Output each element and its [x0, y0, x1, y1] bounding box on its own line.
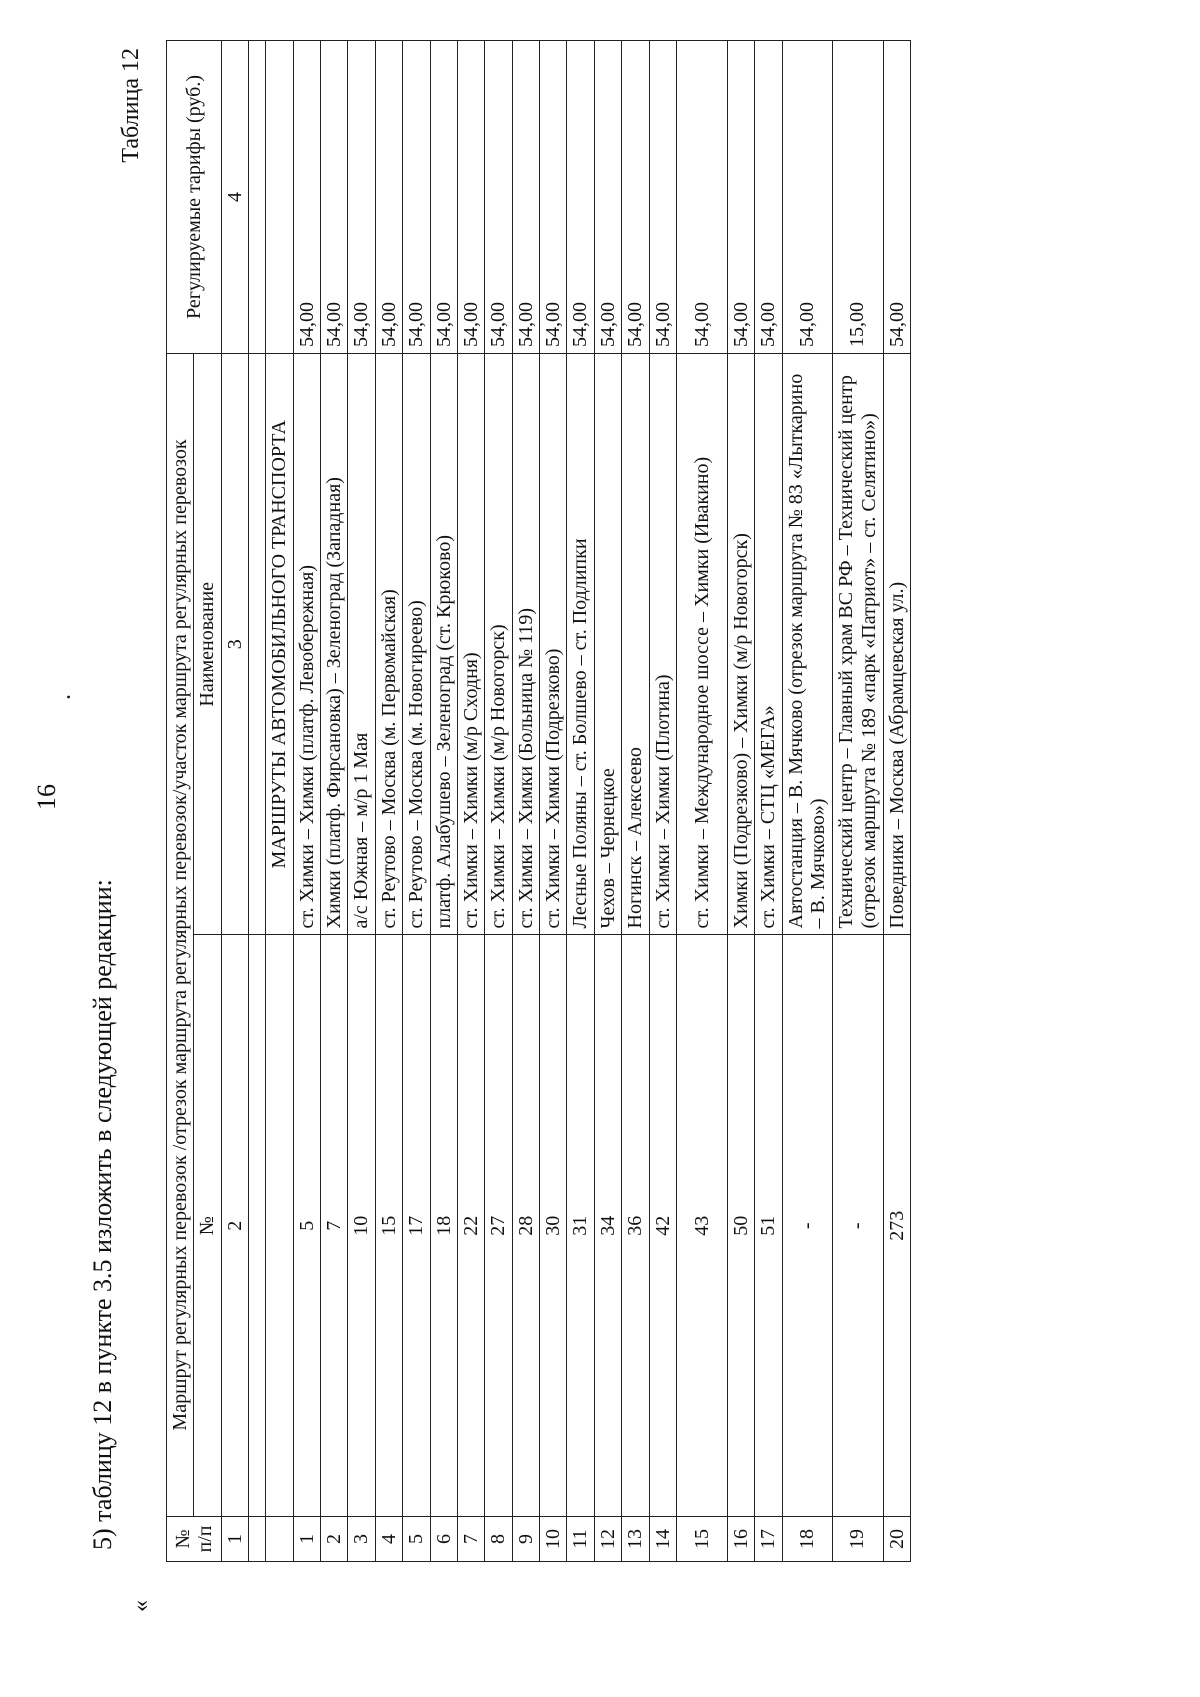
tariff-table	[166, 40, 911, 1562]
route-number: 31	[567, 935, 594, 1517]
tariff-value: 54,00	[403, 41, 430, 354]
row-index: 17	[755, 1517, 782, 1562]
route-name: Химки (Подрезково) – Химки (м/р Новогорск)	[728, 354, 755, 936]
route-number: 17	[403, 935, 430, 1517]
table-row	[540, 41, 567, 1562]
route-number: 7	[320, 935, 347, 1517]
route-name: Химки (платф. Фирсановка) – Зеленоград (Западная)	[320, 354, 347, 936]
row-index: 20	[883, 1517, 910, 1562]
table-row	[728, 41, 755, 1562]
row-index: 1	[293, 1517, 320, 1562]
route-name: ст. Химки – Химки (Больница № 119)	[512, 354, 539, 936]
header-index-4: 4	[221, 41, 248, 354]
route-number: 42	[649, 935, 676, 1517]
header-route-number: №	[194, 935, 221, 1517]
table-row	[320, 41, 347, 1562]
row-index: 19	[832, 1517, 883, 1562]
route-number: 10	[348, 935, 375, 1517]
stray-mark: .	[50, 694, 76, 700]
route-name: ст. Химки – Химки (платф. Левобережная)	[293, 354, 320, 936]
intro-text: 5) таблицу 12 в пункте 3.5 изложить в следующей редакции:	[88, 879, 117, 1550]
route-number: 5	[293, 935, 320, 1517]
table-row	[622, 41, 649, 1562]
table-row	[430, 41, 457, 1562]
rotated-page	[32, 40, 1080, 1612]
route-name: Поведники – Москва (Абрамцевская ул.)	[883, 354, 910, 936]
table-row	[512, 41, 539, 1562]
header-row-number: № п/п	[167, 1517, 222, 1562]
route-number: 273	[883, 935, 910, 1517]
table-row	[375, 41, 402, 1562]
blank-row	[249, 41, 266, 1562]
table-row	[293, 41, 320, 1562]
tariff-value: 54,00	[430, 41, 457, 354]
row-index: 5	[403, 1517, 430, 1562]
tariff-value: 54,00	[728, 41, 755, 354]
tariff-value: 15,00	[832, 41, 883, 354]
route-name: Ногинск – Алексеево	[622, 354, 649, 936]
route-number: 43	[677, 935, 728, 1517]
route-name: ст. Химки – СТЦ «МЕГА»	[755, 354, 782, 936]
tariff-value: 54,00	[485, 41, 512, 354]
tariff-value: 54,00	[755, 41, 782, 354]
tariff-value: 54,00	[540, 41, 567, 354]
table-caption: Таблица 12	[118, 48, 144, 163]
table-row	[832, 41, 883, 1562]
table-row	[403, 41, 430, 1562]
route-name: Автостанция – В. Мячково (отрезок маршрута № 83 «Лыткарино – В. Мячково»)	[782, 354, 832, 936]
tariff-value: 54,00	[348, 41, 375, 354]
table-row	[594, 41, 621, 1562]
header-index-2: 2	[221, 935, 248, 1517]
row-index: 7	[457, 1517, 484, 1562]
tariff-value: 54,00	[622, 41, 649, 354]
route-name: Технический центр – Главный храм ВС РФ – Технический центр (отрезок маршрута № 189 «парк «Патриот» – ст. Селятино»)	[832, 354, 883, 936]
row-index: 8	[485, 1517, 512, 1562]
tariff-value: 54,00	[320, 41, 347, 354]
header-index-1: 1	[221, 1517, 248, 1562]
table-row	[782, 41, 832, 1562]
table-row	[348, 41, 375, 1562]
route-number: 15	[375, 935, 402, 1517]
route-name: платф. Алабушево – Зеленоград (ст. Крюково)	[430, 354, 457, 936]
section-row	[266, 41, 293, 1562]
route-name: ст. Химки – Химки (Подрезково)	[540, 354, 567, 936]
header-index-3: 3	[221, 354, 248, 936]
route-number: -	[782, 935, 832, 1517]
table-row	[677, 41, 728, 1562]
tariff-value: 54,00	[677, 41, 728, 354]
route-number: 34	[594, 935, 621, 1517]
route-number: 18	[430, 935, 457, 1517]
row-index: 4	[375, 1517, 402, 1562]
route-name: ст. Реутово – Москва (м. Первомайская)	[375, 354, 402, 936]
table-row	[883, 41, 910, 1562]
route-number: 28	[512, 935, 539, 1517]
row-index: 2	[320, 1517, 347, 1562]
route-number: 22	[457, 935, 484, 1517]
row-index: 9	[512, 1517, 539, 1562]
route-number: 27	[485, 935, 512, 1517]
tariff-value: 54,00	[375, 41, 402, 354]
row-index: 12	[594, 1517, 621, 1562]
tariff-value: 54,00	[594, 41, 621, 354]
table-row	[567, 41, 594, 1562]
row-index: 15	[677, 1517, 728, 1562]
tariff-value: 54,00	[293, 41, 320, 354]
route-name: ст. Химки – Химки (м/р Сходня)	[457, 354, 484, 936]
row-index: 14	[649, 1517, 676, 1562]
row-index: 13	[622, 1517, 649, 1562]
route-name: ст. Химки – Химки (Плотина)	[649, 354, 676, 936]
table-row	[485, 41, 512, 1562]
route-number: 30	[540, 935, 567, 1517]
route-name: Лесные Поляны – ст. Болшево – ст. Подлипки	[567, 354, 594, 936]
route-number: -	[832, 935, 883, 1517]
header-tariff: Регулируемые тарифы (руб.)	[167, 41, 222, 354]
route-number: 50	[728, 935, 755, 1517]
row-index: 10	[540, 1517, 567, 1562]
row-index: 11	[567, 1517, 594, 1562]
section-title: МАРШРУТЫ АВТОМОБИЛЬНОГО ТРАНСПОРТА	[266, 354, 293, 936]
tariff-value: 54,00	[883, 41, 910, 354]
row-index: 18	[782, 1517, 832, 1562]
route-name: ст. Реутово – Москва (м. Новогиреево)	[403, 354, 430, 936]
header-route-group: Маршрут регулярных перевозок /отрезок маршрута регулярных перевозок/участок маршрута регулярных перевозок	[167, 354, 194, 1517]
route-name: а/с Южная – м/р 1 Мая	[348, 354, 375, 936]
row-index: 6	[430, 1517, 457, 1562]
table-row	[457, 41, 484, 1562]
route-name: ст. Химки – Химки (м/р Новогорск)	[485, 354, 512, 936]
tariff-value: 54,00	[512, 41, 539, 354]
route-number: 51	[755, 935, 782, 1517]
table-row	[649, 41, 676, 1562]
row-index: 3	[348, 1517, 375, 1562]
opening-quote: «	[128, 1600, 154, 1612]
tariff-value: 54,00	[782, 41, 832, 354]
route-name: ст. Химки – Международное шоссе – Химки (Ивакино)	[677, 354, 728, 936]
table-row	[755, 41, 782, 1562]
tariff-value: 54,00	[649, 41, 676, 354]
page-number: 16	[32, 784, 61, 810]
route-name: Чехов – Чернецкое	[594, 354, 621, 936]
tariff-value: 54,00	[457, 41, 484, 354]
route-number: 36	[622, 935, 649, 1517]
header-route-name: Наименование	[194, 354, 221, 936]
row-index: 16	[728, 1517, 755, 1562]
tariff-value: 54,00	[567, 41, 594, 354]
